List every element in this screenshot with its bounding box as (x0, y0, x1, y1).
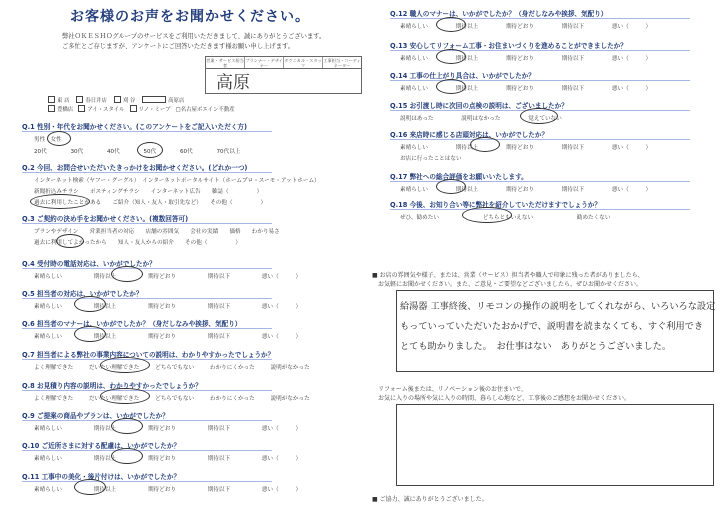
opt[interactable]: 悪い（ ） (611, 56, 652, 62)
opt[interactable]: 期待以下 (561, 145, 585, 151)
question-17: Q.17 弊社への総合評価をお願いいたします。 (390, 173, 528, 181)
store-label: アイ・スタイル (87, 107, 125, 113)
q1-age-50[interactable]: 50代 (143, 149, 157, 155)
question-7: Q.7 担当者による弊社の事業内容についての説明は、わかりやすかったでしょうか？ (22, 351, 275, 359)
opt[interactable]: 素晴らしい (400, 86, 428, 92)
opt[interactable]: わかりにくかった (209, 396, 255, 402)
opt[interactable]: 期待以上 (93, 334, 117, 340)
q1-opt-female[interactable]: 女性 (50, 137, 62, 143)
opt[interactable]: 期待どおり (505, 56, 534, 62)
opt[interactable]: 期待どおり (147, 456, 176, 462)
question-4: Q.4 受付時の電話対応は、いかがでしたか？ (22, 260, 156, 268)
comment-handwritten-1: 給湯器 工事終後、リモコンの操作の説明をしてくれながら、いろいろな設定 (400, 301, 716, 312)
store-label: 高原店 (168, 98, 185, 104)
comment-prompt-1: ■ お店の雰囲気や様子、または、営業（サービス）担当者や職人で印象に残った者がありましたら、 (372, 272, 644, 279)
question-2: Q.2 今回、お問合せいただいたきっかけをお聞かせください。(どれか一つ) (22, 164, 248, 172)
opt[interactable]: 期待以下 (561, 24, 585, 30)
question-5: Q.5 担当者の対応は、いかがでしたか？ (22, 290, 143, 298)
checkbox[interactable] (76, 96, 83, 103)
staff-header-sales: 営業・サービス担当者 (206, 58, 244, 68)
question-18: Q.18 今後、お知り合い等に弊社を紹介していただけますでしょうか？ (390, 201, 601, 209)
answer-circle (100, 388, 150, 404)
opt[interactable]: 期待どおり (505, 145, 534, 151)
q4-options (34, 272, 301, 280)
q16-extra[interactable]: お店に行ったことはない (400, 156, 462, 162)
store-label: □名古屋ボエイン不動産 (175, 107, 235, 113)
q2-line-2[interactable]: 新聞折込みチラシ ポスティングチラシ インターネット広告 雑誌（ ） (34, 189, 263, 195)
opt[interactable]: 期待以下 (207, 334, 231, 340)
question-9: Q.9 ご提案の商品やプランは、いかがでしたか？ (22, 412, 169, 420)
store-label: リノ・ミーブ (138, 107, 171, 113)
answer-circle (111, 448, 143, 464)
opt[interactable]: 素晴らしい (400, 145, 428, 151)
checkbox[interactable] (130, 105, 137, 112)
opt[interactable]: 期待以下 (561, 56, 585, 62)
q3-line-1[interactable]: プランやデザイン 営業担当者の対応 店舗の雰囲気 会社の実績 価格 わかり易さ (34, 229, 280, 235)
store-label: 刈 谷 (122, 98, 136, 104)
opt[interactable]: 素晴らしい (400, 56, 428, 62)
opt[interactable]: 覚えていない (528, 116, 562, 122)
opt[interactable]: 素晴らしい (400, 24, 428, 30)
opt[interactable]: 期待以下 (207, 426, 231, 432)
store-label: 春日井店 (85, 98, 107, 104)
question-1: Q.1 性別・年代をお聞かせください。(このアンケートをご記入いただく方) (22, 123, 248, 131)
question-13: Q.13 安心してリフォーム工事・お住まいづくりを進めることができましたか？ (390, 42, 627, 50)
opt[interactable]: 期待以上 (93, 304, 117, 310)
opt[interactable]: 期待どおり (505, 86, 534, 92)
footer-thanks: ■ ご協力、誠にありがとうございました。 (372, 496, 488, 503)
answer-circle (111, 418, 143, 434)
opt[interactable]: わかりにくかった (209, 365, 255, 371)
opt[interactable]: 期待どおり (147, 487, 176, 493)
intro-line-2: ご多忙とご存じますが、アンケートにご回答いただきます様お願い申し上げます。 (62, 43, 295, 50)
opt[interactable]: 期待以上 (455, 86, 479, 92)
opt[interactable]: 期待どおり (505, 187, 534, 193)
staff-header-construction: 工事担当・コーディネーター (323, 58, 361, 68)
question-6: Q.6 担当者のマナーは、いかがでしたか？（身だしなみや挨拶、気配り） (22, 320, 242, 328)
question-16: Q.16 来店時に感じる店頭対応は、いかがでしたか？ (390, 131, 549, 139)
opt[interactable]: どちらともいえない (482, 215, 534, 221)
opt[interactable]: 期待以下 (561, 187, 585, 193)
question-10: Q.10 ご近所さまに対する配慮は、いかがでしたか？ (22, 442, 181, 450)
store-checkbox-row-1 (48, 96, 184, 104)
opt[interactable]: 期待以上 (455, 56, 479, 62)
store-checkbox-row-2 (48, 105, 235, 113)
answer-circle (436, 79, 466, 94)
opt[interactable]: 素晴らしい (34, 334, 62, 340)
answer-circle (74, 326, 106, 342)
staff-handwritten-name: 高原 (216, 73, 250, 93)
opt[interactable]: 悪い（ ） (261, 274, 302, 280)
opt[interactable]: 期待以上 (93, 487, 117, 493)
q1-age-70[interactable]: 70代以上 (216, 149, 241, 155)
opt[interactable]: 悪い（ ） (611, 86, 652, 92)
checkbox[interactable] (78, 105, 85, 112)
page-title: お客様のお声をお聞かせください。 (70, 9, 310, 25)
opt[interactable]: 素晴らしい (34, 487, 62, 493)
opt[interactable]: 期待以下 (207, 274, 231, 280)
opt[interactable]: 悪い（ ） (261, 304, 302, 310)
answer-circle (74, 296, 106, 312)
q2-line-3[interactable]: 過去に利用したことがある ご紹介（知人・友人・取引先など） その他（ ） (34, 200, 267, 206)
intro-line-1: 弊社ＯＫＥＳＨＯグループのサービスをご利用いただきまして、誠にありがとうございます。 (62, 33, 326, 40)
question-12: Q.12 職人のマナーは、いかがでしたか？（身だしなみや挨拶、気配り） (390, 10, 608, 18)
question-8: Q.8 お見積り内容の説明は、わかりやすかったでしょうか？ (22, 382, 202, 390)
answer-circle (74, 479, 106, 495)
q8-options (34, 394, 310, 402)
q1-age-30[interactable]: 30代 (70, 149, 84, 155)
q9-options (34, 424, 301, 432)
opt[interactable]: 期待以上 (93, 456, 117, 462)
opt[interactable]: 素晴らしい (34, 304, 62, 310)
opt[interactable]: よく理解できた (34, 396, 74, 402)
checkbox[interactable] (48, 96, 55, 103)
question-15: Q.15 お引渡し時に次回の点検の説明は、ございましたか？ (390, 102, 568, 110)
opt[interactable]: 期待以下 (207, 487, 231, 493)
checkbox[interactable] (48, 105, 55, 112)
opt[interactable]: 悪い（ ） (611, 187, 652, 193)
opt[interactable]: 期待以上 (93, 274, 117, 280)
q1-age-40[interactable]: 40代 (107, 149, 120, 155)
question-14: Q.14 工事の仕上がり具合は、いかがでしたか？ (390, 72, 535, 80)
answer-circle (30, 194, 90, 209)
staff-table (205, 56, 362, 94)
checkbox[interactable] (142, 96, 166, 103)
opt[interactable]: 期待以上 (455, 24, 479, 30)
comment-handwritten-3: とても助かりました。 お仕事はない ありがとうございました。 (400, 341, 672, 352)
q16-options (400, 143, 651, 151)
opt[interactable]: 悪い（ ） (261, 456, 302, 462)
opt[interactable]: 悪い（ ） (261, 426, 302, 432)
opt[interactable]: だいたい理解できた (88, 396, 140, 402)
opt[interactable]: だいたい理解できた (88, 365, 140, 371)
answer-circle (462, 207, 512, 223)
answer-circle (111, 266, 143, 282)
answer-circle (470, 137, 500, 152)
checkbox[interactable] (114, 96, 121, 103)
opt[interactable]: 説明はあった (400, 116, 434, 122)
opt[interactable]: 期待どおり (147, 274, 176, 280)
opt[interactable]: どちらでもない (155, 365, 195, 371)
opt[interactable]: 素晴らしい (34, 426, 62, 432)
q2-line-1[interactable]: インターネット検索（ヤフー・グーグル） インターネットポータルサイト（ホームプロ・スーモ・アットホーム） (34, 178, 320, 184)
staff-header-technical: ダクニカル・スタッフ (284, 58, 322, 68)
opt[interactable]: 期待以上 (455, 145, 479, 151)
opt[interactable]: 悪い（ ） (611, 24, 652, 30)
opt[interactable]: 期待どおり (147, 334, 176, 340)
q10-options (34, 454, 301, 462)
comment-box-2[interactable] (396, 404, 714, 486)
opt[interactable]: 説明はなかった (461, 116, 501, 122)
opt[interactable]: 期待以下 (207, 456, 231, 462)
answer-circle (137, 142, 163, 158)
opt[interactable]: 悪い（ ） (261, 334, 302, 340)
opt[interactable]: 悪い（ ） (261, 487, 302, 493)
opt[interactable]: どちらでもない (155, 396, 195, 402)
answer-circle (520, 108, 558, 124)
comment-prompt-2: お気軽にお聞かせください。また、ご意見・ご要望などございましたら、ぜひお聞かせください。 (372, 281, 643, 288)
q3-line-2[interactable]: 過去に利用してよかったから 知人・友人からの紹介 その他（ ） (34, 240, 241, 246)
store-label: 豊橋店 (57, 107, 74, 113)
opt[interactable]: 期待以上 (93, 426, 117, 432)
answer-circle (436, 179, 466, 194)
opt[interactable]: 期待以上 (455, 187, 479, 193)
q7-options (34, 363, 310, 371)
opt[interactable]: 期待どおり (505, 24, 534, 30)
answer-circle (56, 234, 84, 248)
opt[interactable]: 期待以下 (561, 86, 585, 92)
opt[interactable]: 期待どおり (147, 426, 176, 432)
opt[interactable]: ぜひ、勧めたい (400, 215, 439, 221)
q1-age-20[interactable]: 20代 (34, 149, 47, 155)
store-label: 東 店 (57, 98, 70, 104)
opt[interactable]: 期待以下 (207, 304, 231, 310)
opt[interactable]: 説明がなかった (270, 365, 310, 371)
comment-prompt-3: リフォーム後または、リノベーション後のお住まいで、 (372, 386, 527, 393)
opt[interactable]: 悪い（ ） (611, 145, 652, 151)
comment-handwritten-2: もっていっていただいたおかげで、説明書を読まなくても、すぐ利用でき (400, 321, 704, 332)
question-11: Q.11 工事中の美化・後片付けは、いかがでしたか？ (22, 473, 181, 481)
comment-prompt-4: お気に入りの場所や気に入りの時間、暮らし心地など、工事後のご感想をお聞かせください。 (372, 395, 631, 402)
answer-circle (100, 357, 150, 373)
opt[interactable]: 説明がなかった (270, 396, 310, 402)
opt[interactable]: 素晴らしい (34, 274, 62, 280)
opt[interactable]: 勧めたくない (576, 215, 611, 221)
staff-header-planner: プランナー・デザイナー (245, 58, 283, 68)
opt[interactable]: よく理解できた (34, 365, 74, 371)
answer-circle (436, 17, 466, 32)
answer-circle (47, 131, 71, 146)
opt[interactable]: 素晴らしい (400, 187, 428, 193)
question-3: Q.3 ご契約の決め手をお聞かせください。(複数回答可) (22, 215, 189, 223)
answer-circle (436, 49, 466, 64)
q1-opt-male[interactable]: 男性 (34, 137, 46, 143)
opt[interactable]: 期待どおり (147, 304, 176, 310)
q1-age-60[interactable]: 60代 (180, 149, 193, 155)
opt[interactable]: 素晴らしい (34, 456, 62, 462)
